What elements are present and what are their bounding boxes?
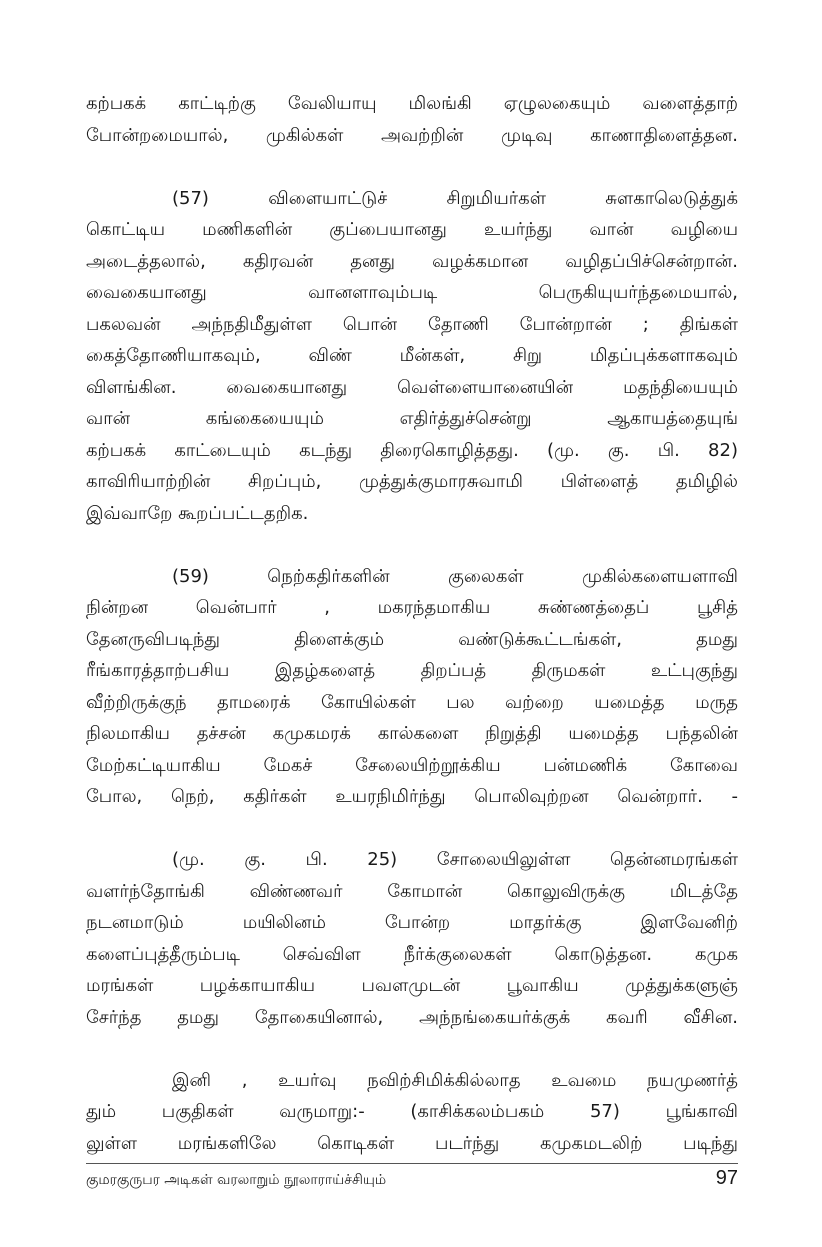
paragraph-continuation [86, 88, 738, 151]
paragraph-simile [86, 1065, 738, 1160]
paragraph-57 [86, 183, 738, 530]
text-line: வான் கங்கையையும் எதிர்த்துச்சென்று ஆகாயத்தையுங் [86, 408, 738, 429]
paragraph-59 [86, 561, 738, 813]
text-line: இவ்வாறே கூறப்பட்டதறிக. [86, 502, 309, 524]
paragraph-gap [86, 529, 738, 561]
text-line: தும் பகுதிகள் வருமாறு:- (காசிக்கலம்பகம் 57) பூங்காவி [86, 1101, 738, 1122]
text-line: இனி , உயர்வு நவிற்சிமிக்கில்லாத உவமை நயமுணர்த் [172, 1069, 738, 1091]
paragraph-25 [86, 844, 738, 1033]
paragraph-gap [86, 813, 738, 845]
text-line: பகலவன் அந்நதிமீதுள்ள பொன் தோணி போன்றான் ; திங்கள் [86, 313, 738, 335]
text-line: வீற்றிருக்குந் தாமரைக் கோயில்கள் பல வற்றை யமைத்த மருத [86, 691, 738, 713]
paragraph-gap [86, 1033, 738, 1065]
text-line: அடைத்தலால், கதிரவன் தனது வழக்கமான வழிதப்பிச்சென்றான். [86, 250, 738, 272]
text-line: கற்பகக் காட்டையும் கடந்து திரைகொழித்தது. (மு. கு. பி. 82) [86, 439, 738, 461]
text-line: மேற்கட்டியாகிய மேகச் சேலையிற்றூக்கிய பன்மணிக் கோவை [86, 754, 738, 776]
running-footer-title: குமரகுருபர அடிகள் வரலாறும் நூலாராய்ச்சியும் [86, 1172, 387, 1188]
text-line: விளங்கின. வைகையானது வெள்ளையானையின் மதந்தியையும் [86, 376, 738, 398]
text-line: போல, நெற், கதிர்கள் உயரநிமிர்ந்து பொலிவுற்றன வென்றார். - [86, 786, 738, 807]
body-text [86, 88, 738, 1159]
text-line: மரங்கள் பழக்காயாகிய பவளமுடன் பூவாகிய முத்துக்களுஞ் [86, 975, 738, 996]
text-line: காவிரியாற்றின் சிறப்பும், முத்துக்குமாரசுவாமி பிள்ளைத் தமிழில் [86, 471, 738, 492]
page-number: 97 [715, 1167, 738, 1189]
text-line: நடனமாடும் மயிலினம் போன்ற மாதர்க்கு இளவேனிற் [86, 912, 738, 933]
text-line: (மு. கு. பி. 25) சோலையிலுள்ள தென்னமரங்கள் [172, 849, 738, 870]
text-line: கொட்டிய மணிகளின் குப்பையானது உயர்ந்து வான் வழியை [86, 219, 738, 240]
text-line: நிலமாகிய தச்சன் கமுகமரக் கால்களை நிறுத்தி யமைத்த பந்தலின் [86, 723, 738, 744]
text-line: கற்பகக் காட்டிற்கு வேலியாயு மிலங்கி ஏழுலகையும் வளைத்தாற் [86, 93, 738, 114]
text-line: நின்றன வென்பார் , மகரந்தமாகிய சுண்ணத்தைப் பூசித் [86, 597, 738, 618]
text-line: லுள்ள மரங்களிலே கொடிகள் படர்ந்து கமுகமடலிற் படிந்து [86, 1132, 738, 1154]
text-line: போன்றமையால், முகில்கள் அவற்றின் முடிவு காணாதிளைத்தன. [86, 124, 738, 146]
text-line: கைத்தோணியாகவும், விண் மீன்கள், சிறு மிதப்புக்களாகவும் [86, 345, 738, 366]
text-line: வைகையானது வானளாவும்படி பெருகியுயர்ந்தமையால், [86, 282, 738, 303]
footer-divider [86, 1163, 738, 1164]
text-line: (59) நெற்கதிர்களின் குலைகள் முகில்களையளாவி [172, 565, 738, 587]
text-line: வளர்ந்தோங்கி விண்ணவர் கோமான் கொலுவிருக்கு மிடத்தே [86, 880, 738, 902]
text-line: ரீங்காரத்தாற்பசிய இதழ்களைத் திறப்பத் திருமகள் உட்புகுந்து [86, 660, 738, 681]
paragraph-gap [86, 151, 738, 183]
text-line: (57) விளையாட்டுச் சிறுமியர்கள் சுளகாலெடுத்துக் [172, 187, 738, 209]
text-line: சேர்ந்த தமது தோகையினால், அந்நங்கையர்க்குக் கவரி வீசின. [86, 1006, 738, 1028]
text-line: தேனருவிபடிந்து திளைக்கும் வண்டுக்கூட்டங்கள், தமது [86, 628, 738, 650]
text-line: களைப்புத்தீரும்படி செவ்விள நீர்க்குலைகள் கொடுத்தன. கமுக [86, 943, 738, 965]
